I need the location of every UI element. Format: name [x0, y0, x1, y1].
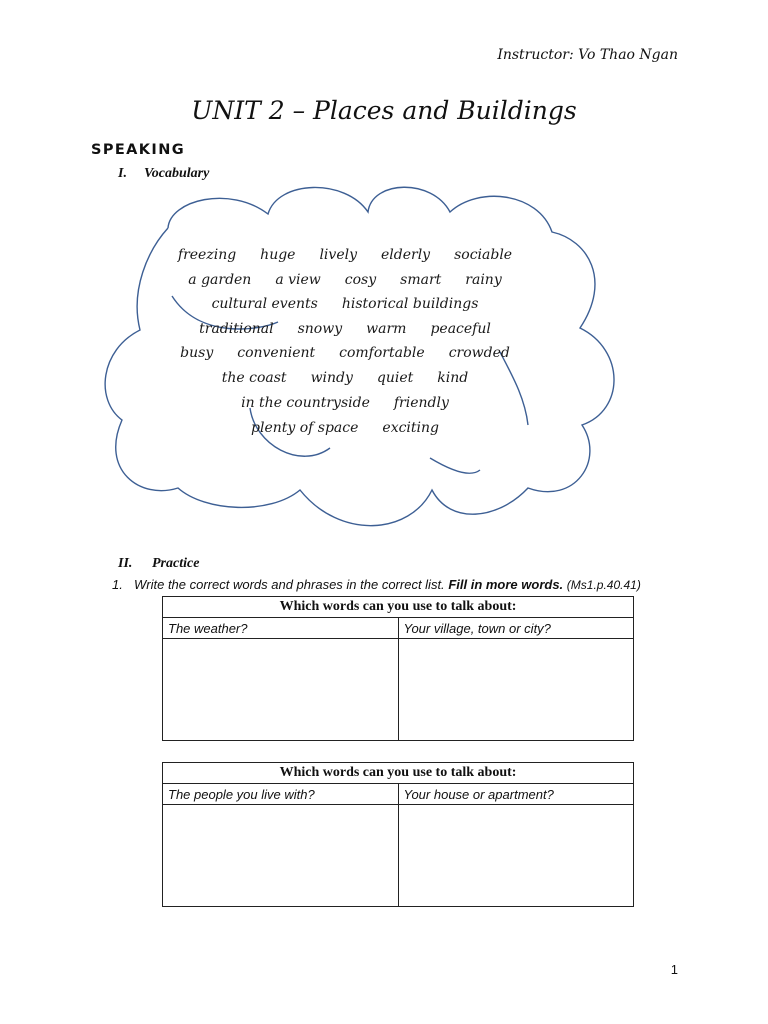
vocab-word: comfortable: [339, 345, 425, 361]
vocab-word: sociable: [454, 247, 513, 263]
vocab-word: kind: [437, 370, 469, 386]
vocabulary-number: I.: [118, 166, 127, 181]
page-title: UNIT 2 – Places and Buildings: [191, 96, 577, 125]
table-column-header: The people you live with?: [163, 784, 399, 805]
page-number: 1: [670, 962, 678, 977]
vocab-word: the coast: [221, 370, 287, 386]
instructor-name: Instructor: Vo Thao Ngan: [497, 47, 678, 63]
vocab-word: rainy: [465, 272, 502, 288]
vocab-word: lively: [319, 247, 357, 263]
vocab-word: freezing: [177, 247, 237, 263]
exercise-text: Write the correct words and phrases in the correct list.: [134, 577, 445, 592]
table-heading: Which words can you use to talk about:: [163, 597, 634, 618]
vocab-word: elderly: [381, 247, 431, 263]
exercise-bold-text: Fill in more words.: [448, 577, 564, 592]
vocab-word: traditional: [199, 321, 274, 337]
vocabulary-row: [150, 395, 540, 411]
vocabulary-row: [150, 420, 540, 436]
table-column-header: Your village, town or city?: [398, 618, 634, 639]
vocab-word: a view: [275, 272, 321, 288]
vocab-word: crowded: [448, 345, 510, 361]
vocabulary-row: [150, 370, 540, 386]
vocabulary-row: [150, 247, 540, 263]
vocab-word: quiet: [376, 370, 414, 386]
exercise-number: 1.: [112, 577, 123, 592]
table-heading: Which words can you use to talk about:: [163, 763, 634, 784]
vocabulary-row: [150, 272, 540, 288]
table-answer-cell[interactable]: [398, 805, 634, 907]
vocabulary-label: Vocabulary: [144, 166, 210, 181]
vocab-table-1: [162, 596, 634, 741]
vocab-word: convenient: [237, 345, 316, 361]
vocab-word: peaceful: [430, 321, 491, 337]
vocab-word: exciting: [382, 420, 439, 436]
vocab-word: windy: [310, 370, 353, 386]
vocab-word: smart: [400, 272, 442, 288]
exercise-instruction: [112, 577, 641, 592]
table-column-header: The weather?: [163, 618, 399, 639]
vocabulary-row: [150, 345, 540, 361]
vocab-word: warm: [366, 321, 407, 337]
vocab-word: snowy: [297, 321, 343, 337]
vocab-word: a garden: [188, 272, 252, 288]
vocabulary-row: [150, 296, 540, 312]
vocab-word: busy: [180, 345, 214, 361]
practice-number: II.: [118, 556, 133, 571]
vocab-word: in the countryside: [241, 395, 370, 411]
table-answer-cell[interactable]: [398, 639, 634, 741]
table-column-header: Your house or apartment?: [398, 784, 634, 805]
vocab-word: friendly: [393, 395, 449, 411]
table-answer-cell[interactable]: [163, 805, 399, 907]
vocabulary-row: [150, 321, 540, 337]
practice-label: Practice: [152, 556, 200, 571]
vocab-table-2: [162, 762, 634, 907]
table-answer-cell[interactable]: [163, 639, 399, 741]
section-heading-speaking: SPEAKING: [91, 142, 186, 158]
vocab-word: historical buildings: [341, 296, 479, 312]
vocab-word: huge: [260, 247, 296, 263]
vocab-word: plenty of space: [251, 420, 359, 436]
vocab-word: cosy: [344, 272, 377, 288]
practice-heading: [118, 556, 199, 572]
exercise-reference: (Ms1.p.40.41): [566, 578, 641, 592]
vocab-word: cultural events: [211, 296, 318, 312]
